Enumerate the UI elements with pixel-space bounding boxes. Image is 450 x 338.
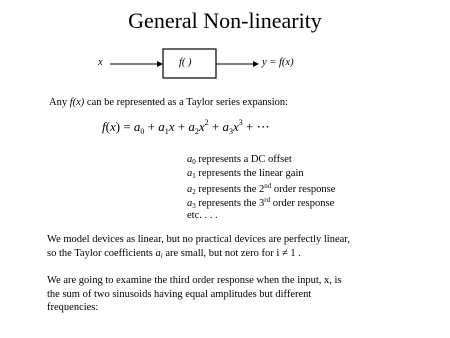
page-title: General Non-linearity	[128, 8, 322, 33]
coefficient-a3: $a_3$ represents the 3rd order response	[187, 196, 335, 210]
coefficient-a1: $a_1$ represents the linear gain	[187, 168, 304, 180]
block-diagram	[0, 0, 450, 100]
taylor-series-formula: $f(x) = a_0 + a_1x + a_2x^2 + a_3x^3$ + ⋯	[102, 118, 270, 136]
intro-text: Any f(x) can be represented as a Taylor series expansion:	[49, 97, 289, 108]
coefficient-a2: $a_2$ represents the 2nd order response	[187, 182, 336, 196]
linearity-paragraph: We model devices as linear, but no practical devices are perfectly linear, so the Taylor coefficients $a_i$ are small, but not zero for i ≠ 1 .	[47, 234, 350, 260]
coefficient-etc: etc. . . .	[187, 210, 218, 221]
input-label: x	[98, 57, 103, 68]
output-label: y = f(x)	[262, 57, 294, 68]
third-order-paragraph: We are going to examine the third order response when the input, x, is the sum of two sinusoids having equal amplitudes but different frequencies:	[47, 275, 342, 313]
block-label: f( )	[179, 57, 192, 68]
input-arrowhead	[157, 61, 163, 67]
coefficient-a0: $a_0$ represents a DC offset	[187, 154, 292, 166]
output-arrowhead	[253, 61, 259, 67]
